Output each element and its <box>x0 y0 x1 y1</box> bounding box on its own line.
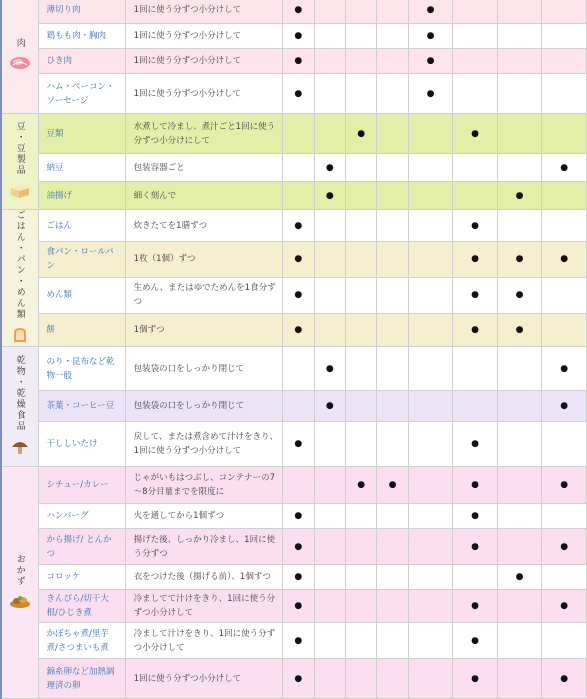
dot-mark: ● <box>294 635 303 646</box>
table-row <box>1 24 587 49</box>
mark-cell <box>453 590 498 623</box>
mark-cell <box>314 467 345 504</box>
mark-cell <box>283 391 314 422</box>
mark-cell <box>453 623 498 659</box>
mark-cell <box>408 182 453 210</box>
table-row <box>1 659 587 699</box>
food-name-link[interactable]: きんぴら/切干大根/ひじき煮 <box>38 590 125 623</box>
mark-cell <box>377 277 408 313</box>
food-name-link[interactable]: かぼちゃ煮/里芋煮/さつまいも煮 <box>38 623 125 659</box>
mark-cell <box>408 529 453 565</box>
food-name-link[interactable]: シチュー/カレー <box>38 467 125 504</box>
storage-method: 冷まして汁けをきり、1回に使う分ずつ小分けして <box>125 623 282 659</box>
mark-cell <box>408 114 453 154</box>
food-name-link[interactable]: ひき肉 <box>38 49 125 74</box>
storage-method: 1個ずつ <box>125 313 282 346</box>
mark-cell <box>377 49 408 74</box>
storage-method: 包装容器ごと <box>125 154 282 182</box>
mark-cell <box>497 49 542 74</box>
dot-mark: ● <box>294 601 303 611</box>
mark-cell <box>542 565 587 590</box>
dot-mark: ● <box>560 480 569 490</box>
food-name-link[interactable]: のり・昆布など乾物一般 <box>38 347 125 391</box>
mark-cell <box>283 182 314 210</box>
mark-cell <box>314 154 345 182</box>
dot-mark: ● <box>294 5 303 15</box>
food-name-link[interactable]: 豆類 <box>38 114 125 154</box>
storage-method: 包装袋の口をしっかり閉じて <box>125 347 282 391</box>
mark-cell <box>377 74 408 114</box>
mark-cell <box>345 154 376 182</box>
mark-cell <box>453 391 498 422</box>
dot-mark: ● <box>560 673 569 684</box>
dot-mark: ● <box>471 511 479 521</box>
mark-cell <box>283 277 314 313</box>
mark-cell <box>345 277 376 313</box>
dot-mark: ● <box>471 254 479 265</box>
category-cell <box>1 347 38 467</box>
mark-cell <box>377 391 408 422</box>
table-row <box>1 565 587 590</box>
table-row <box>1 623 587 659</box>
storage-method: 1回に使う分ずつ小分けして <box>125 0 282 24</box>
mark-cell <box>542 623 587 659</box>
mark-cell <box>377 623 408 659</box>
mark-cell <box>497 504 542 529</box>
mark-cell <box>283 659 314 699</box>
food-name-link[interactable]: コロッケ <box>38 565 125 590</box>
storage-method: 1回に使う分ずつ小分けして <box>125 659 282 699</box>
mark-cell <box>497 347 542 391</box>
mark-cell <box>345 49 376 74</box>
category-label: 肉 <box>14 37 25 49</box>
mark-cell <box>453 347 498 391</box>
dot-mark: ● <box>294 511 303 521</box>
storage-method: 戻して、または煮含めて汁けをきり、1回に使う分ずつ小分けして <box>125 422 282 467</box>
food-name-link[interactable]: ハム・ベーコン・ソーセージ <box>38 74 125 114</box>
mark-cell <box>345 391 376 422</box>
meat-icon <box>2 56 38 73</box>
mark-cell <box>408 24 453 49</box>
storage-method: 炊きたてを1膳ずつ <box>125 210 282 242</box>
table-row <box>1 467 587 504</box>
mark-cell <box>453 422 498 467</box>
dot-mark: ● <box>471 601 479 611</box>
mark-cell <box>314 49 345 74</box>
mark-cell <box>314 659 345 699</box>
category-cell <box>1 0 38 114</box>
table-row <box>1 74 587 114</box>
mark-cell <box>542 659 587 699</box>
mark-cell <box>283 467 314 504</box>
table-row <box>1 422 587 467</box>
mark-cell <box>542 277 587 313</box>
category-label: 豆・豆製品 <box>14 121 25 176</box>
category-label: おかず <box>14 554 25 587</box>
mark-cell <box>408 0 453 24</box>
mark-cell <box>542 504 587 529</box>
storage-method: 水煮して冷まし、煮汁ごと1回に使う分ずつ小分けにして <box>125 114 282 154</box>
food-name-link[interactable]: 錦糸卵など加熱調理済の卵 <box>38 659 125 699</box>
storage-method: 火を通してから1個ずつ <box>125 504 282 529</box>
mark-cell <box>408 590 453 623</box>
dot-mark: ● <box>471 480 479 490</box>
mark-cell <box>283 623 314 659</box>
mark-cell <box>497 467 542 504</box>
food-name-link[interactable]: ごはん <box>38 210 125 242</box>
mark-cell <box>314 313 345 346</box>
food-name-link[interactable]: 餅 <box>38 313 125 346</box>
mark-cell <box>542 182 587 210</box>
mark-cell <box>314 242 345 278</box>
dot-mark: ● <box>560 254 569 265</box>
mark-cell <box>453 24 498 49</box>
mark-cell <box>497 590 542 623</box>
mark-cell <box>283 24 314 49</box>
mark-cell <box>283 74 314 114</box>
dot-mark: ● <box>560 541 569 552</box>
mark-cell <box>345 467 376 504</box>
dot-mark: ● <box>471 220 479 231</box>
mark-cell <box>408 313 453 346</box>
food-name-link[interactable]: ハンバーグ <box>38 504 125 529</box>
dot-mark: ● <box>357 128 366 139</box>
mark-cell <box>283 565 314 590</box>
mark-cell <box>314 590 345 623</box>
storage-method: 1枚（1個）ずつ <box>125 242 282 278</box>
table-row <box>1 154 587 182</box>
mark-cell <box>283 313 314 346</box>
mark-cell <box>453 565 498 590</box>
dot-mark: ● <box>357 480 366 490</box>
dot-mark: ● <box>294 56 303 66</box>
mark-cell <box>542 24 587 49</box>
dot-mark: ● <box>426 88 435 99</box>
mark-cell <box>408 242 453 278</box>
mark-cell <box>377 313 408 346</box>
mark-cell <box>377 504 408 529</box>
mark-cell <box>408 74 453 114</box>
mark-cell <box>453 659 498 699</box>
mark-cell <box>345 74 376 114</box>
dot-mark: ● <box>560 363 569 374</box>
mark-cell <box>497 24 542 49</box>
mark-cell <box>497 182 542 210</box>
storage-method: 衣をつけた後（揚げる前）、1個ずつ <box>125 565 282 590</box>
mark-cell <box>377 565 408 590</box>
mark-cell <box>377 529 408 565</box>
mark-cell <box>345 114 376 154</box>
mark-cell <box>314 565 345 590</box>
food-name-link[interactable]: 鶏もも肉・胸肉 <box>38 24 125 49</box>
mark-cell <box>377 347 408 391</box>
table-row <box>1 0 587 24</box>
mark-cell <box>542 313 587 346</box>
mark-cell <box>542 391 587 422</box>
mark-cell <box>408 623 453 659</box>
category-label: ごはん・パン・めん類 <box>14 210 25 320</box>
dot-mark: ● <box>471 439 479 449</box>
mark-cell <box>453 467 498 504</box>
dot-mark: ● <box>471 324 479 335</box>
mark-cell <box>345 347 376 391</box>
mark-cell <box>283 49 314 74</box>
dot-mark: ● <box>325 401 334 411</box>
mark-cell <box>314 0 345 24</box>
dot-mark: ● <box>560 601 569 611</box>
dot-mark: ● <box>471 290 479 301</box>
food-name-link[interactable]: 食パン・ロールパン <box>38 242 125 278</box>
mark-cell <box>542 154 587 182</box>
table-row <box>1 277 587 313</box>
mark-cell <box>345 182 376 210</box>
dot-mark: ● <box>515 572 524 582</box>
food-name-link[interactable]: 油揚げ <box>38 182 125 210</box>
mark-cell <box>542 422 587 467</box>
mark-cell <box>497 313 542 346</box>
mark-cell <box>497 210 542 242</box>
mark-cell <box>283 529 314 565</box>
mark-cell <box>314 422 345 467</box>
category-cell <box>1 210 38 347</box>
mark-cell <box>408 467 453 504</box>
mark-cell <box>497 114 542 154</box>
mark-cell <box>497 391 542 422</box>
dot-mark: ● <box>515 290 524 301</box>
dot-mark: ● <box>294 254 303 265</box>
mark-cell <box>377 210 408 242</box>
mark-cell <box>453 313 498 346</box>
mark-cell <box>453 182 498 210</box>
mark-cell <box>283 504 314 529</box>
table-row <box>1 590 587 623</box>
storage-method: 1回に使う分ずつ小分けして <box>125 74 282 114</box>
dot-mark: ● <box>426 31 435 41</box>
mark-cell <box>345 623 376 659</box>
dot-mark: ● <box>294 290 303 301</box>
table-row <box>1 114 587 154</box>
mark-cell <box>345 0 376 24</box>
mark-cell <box>377 182 408 210</box>
mark-cell <box>377 422 408 467</box>
dot-mark: ● <box>294 572 303 582</box>
dot-mark: ● <box>515 190 524 201</box>
mark-cell <box>497 154 542 182</box>
table-row <box>1 504 587 529</box>
dot-mark: ● <box>471 673 479 684</box>
storage-method: 1回に使う分ずつ小分けして <box>125 49 282 74</box>
mark-cell <box>283 154 314 182</box>
mark-cell <box>542 590 587 623</box>
mark-cell <box>345 565 376 590</box>
mark-cell <box>314 623 345 659</box>
mark-cell <box>542 49 587 74</box>
mark-cell <box>314 277 345 313</box>
dot-mark: ● <box>426 5 435 15</box>
mark-cell <box>283 242 314 278</box>
mark-cell <box>542 210 587 242</box>
mark-cell <box>542 347 587 391</box>
storage-method: 1回に使う分ずつ小分けして <box>125 24 282 49</box>
mark-cell <box>542 74 587 114</box>
table-row <box>1 347 587 391</box>
dish-icon <box>2 594 38 611</box>
table-row <box>1 210 587 242</box>
food-name-link[interactable]: めん類 <box>38 277 125 313</box>
table-row <box>1 313 587 346</box>
dot-mark: ● <box>471 635 479 646</box>
food-name-link[interactable]: 茶葉・コーヒー豆 <box>38 391 125 422</box>
mark-cell <box>345 313 376 346</box>
dot-mark: ● <box>325 190 334 201</box>
mark-cell <box>497 277 542 313</box>
storage-method: 細く刻んで <box>125 182 282 210</box>
dot-mark: ● <box>388 480 397 490</box>
mark-cell <box>345 210 376 242</box>
mark-cell <box>377 659 408 699</box>
mark-cell <box>345 242 376 278</box>
table-row <box>1 182 587 210</box>
mark-cell <box>408 154 453 182</box>
mark-cell <box>314 182 345 210</box>
mark-cell <box>408 659 453 699</box>
mark-cell <box>314 347 345 391</box>
storage-method: じゃがいもはつぶし、コンテナーの7～8分目量までを限度に <box>125 467 282 504</box>
table-row <box>1 529 587 565</box>
mark-cell <box>314 504 345 529</box>
mark-cell <box>314 391 345 422</box>
food-name-link[interactable]: 干ししいたけ <box>38 422 125 467</box>
mark-cell <box>345 504 376 529</box>
mark-cell <box>542 467 587 504</box>
dot-mark: ● <box>294 324 303 335</box>
mark-cell <box>283 0 314 24</box>
storage-method: 冷ましてて汁けをきり、1回に使う分ずつ小分けして <box>125 590 282 623</box>
dot-mark: ● <box>515 254 524 265</box>
mark-cell <box>283 347 314 391</box>
mark-cell <box>408 391 453 422</box>
table-row <box>1 49 587 74</box>
mark-cell <box>345 24 376 49</box>
mark-cell <box>283 210 314 242</box>
mark-cell <box>408 347 453 391</box>
dot-mark: ● <box>294 88 303 99</box>
dot-mark: ● <box>325 363 334 374</box>
mark-cell <box>345 659 376 699</box>
storage-method: 揚げた後、しっかり冷まし、1回に使う分ずつ <box>125 529 282 565</box>
mark-cell <box>497 529 542 565</box>
dot-mark: ● <box>471 541 479 552</box>
mark-cell <box>377 154 408 182</box>
mark-cell <box>345 590 376 623</box>
mark-cell <box>314 529 345 565</box>
storage-method: 生めん、またはゆでためんを1食分ずつ <box>125 277 282 313</box>
mark-cell <box>377 24 408 49</box>
mark-cell <box>408 210 453 242</box>
mark-cell <box>377 114 408 154</box>
dot-mark: ● <box>294 673 303 684</box>
mark-cell <box>453 154 498 182</box>
mark-cell <box>345 529 376 565</box>
mark-cell <box>497 242 542 278</box>
food-name-link[interactable]: から揚げ/ とんかつ <box>38 529 125 565</box>
mark-cell <box>314 114 345 154</box>
dot-mark: ● <box>471 128 479 139</box>
mark-cell <box>345 422 376 467</box>
mark-cell <box>453 242 498 278</box>
storage-method: 包装袋の口をしっかり閉じて <box>125 391 282 422</box>
category-label: 乾物・乾燥食品 <box>14 355 25 432</box>
dot-mark: ● <box>294 439 303 449</box>
mark-cell <box>497 565 542 590</box>
mark-cell <box>377 242 408 278</box>
bread-icon <box>2 327 38 346</box>
dot-mark: ● <box>560 401 569 411</box>
table-row <box>1 242 587 278</box>
mark-cell <box>408 422 453 467</box>
dot-mark: ● <box>560 162 569 173</box>
mark-cell <box>377 0 408 24</box>
dot-mark: ● <box>426 56 435 66</box>
mark-cell <box>408 504 453 529</box>
table-body <box>1 0 587 699</box>
mark-cell <box>497 659 542 699</box>
mark-cell <box>497 74 542 114</box>
mark-cell <box>453 74 498 114</box>
mark-cell <box>377 590 408 623</box>
dot-mark: ● <box>515 324 524 335</box>
mark-cell <box>453 277 498 313</box>
mark-cell <box>453 0 498 24</box>
food-name-link[interactable]: 薄切り肉 <box>38 0 125 24</box>
food-name-link[interactable]: 納豆 <box>38 154 125 182</box>
mark-cell <box>453 210 498 242</box>
mark-cell <box>453 529 498 565</box>
mark-cell <box>314 24 345 49</box>
mark-cell <box>453 114 498 154</box>
dot-mark: ● <box>294 541 303 552</box>
mark-cell <box>408 565 453 590</box>
mark-cell <box>283 590 314 623</box>
mark-cell <box>408 49 453 74</box>
tofu-icon <box>2 183 38 202</box>
mark-cell <box>283 114 314 154</box>
mark-cell <box>497 0 542 24</box>
mark-cell <box>542 242 587 278</box>
dot-mark: ● <box>294 31 303 41</box>
dot-mark: ● <box>325 162 334 173</box>
table-row <box>1 391 587 422</box>
mark-cell <box>377 467 408 504</box>
mark-cell <box>497 422 542 467</box>
mark-cell <box>453 49 498 74</box>
mark-cell <box>542 114 587 154</box>
dot-mark: ● <box>294 220 303 231</box>
mark-cell <box>283 422 314 467</box>
mark-cell <box>314 210 345 242</box>
category-cell <box>1 467 38 699</box>
mark-cell <box>542 529 587 565</box>
mark-cell <box>314 74 345 114</box>
mushroom-icon <box>2 439 38 458</box>
mark-cell <box>542 0 587 24</box>
mark-cell <box>497 623 542 659</box>
mark-cell <box>408 277 453 313</box>
mark-cell <box>453 504 498 529</box>
category-cell <box>1 114 38 210</box>
